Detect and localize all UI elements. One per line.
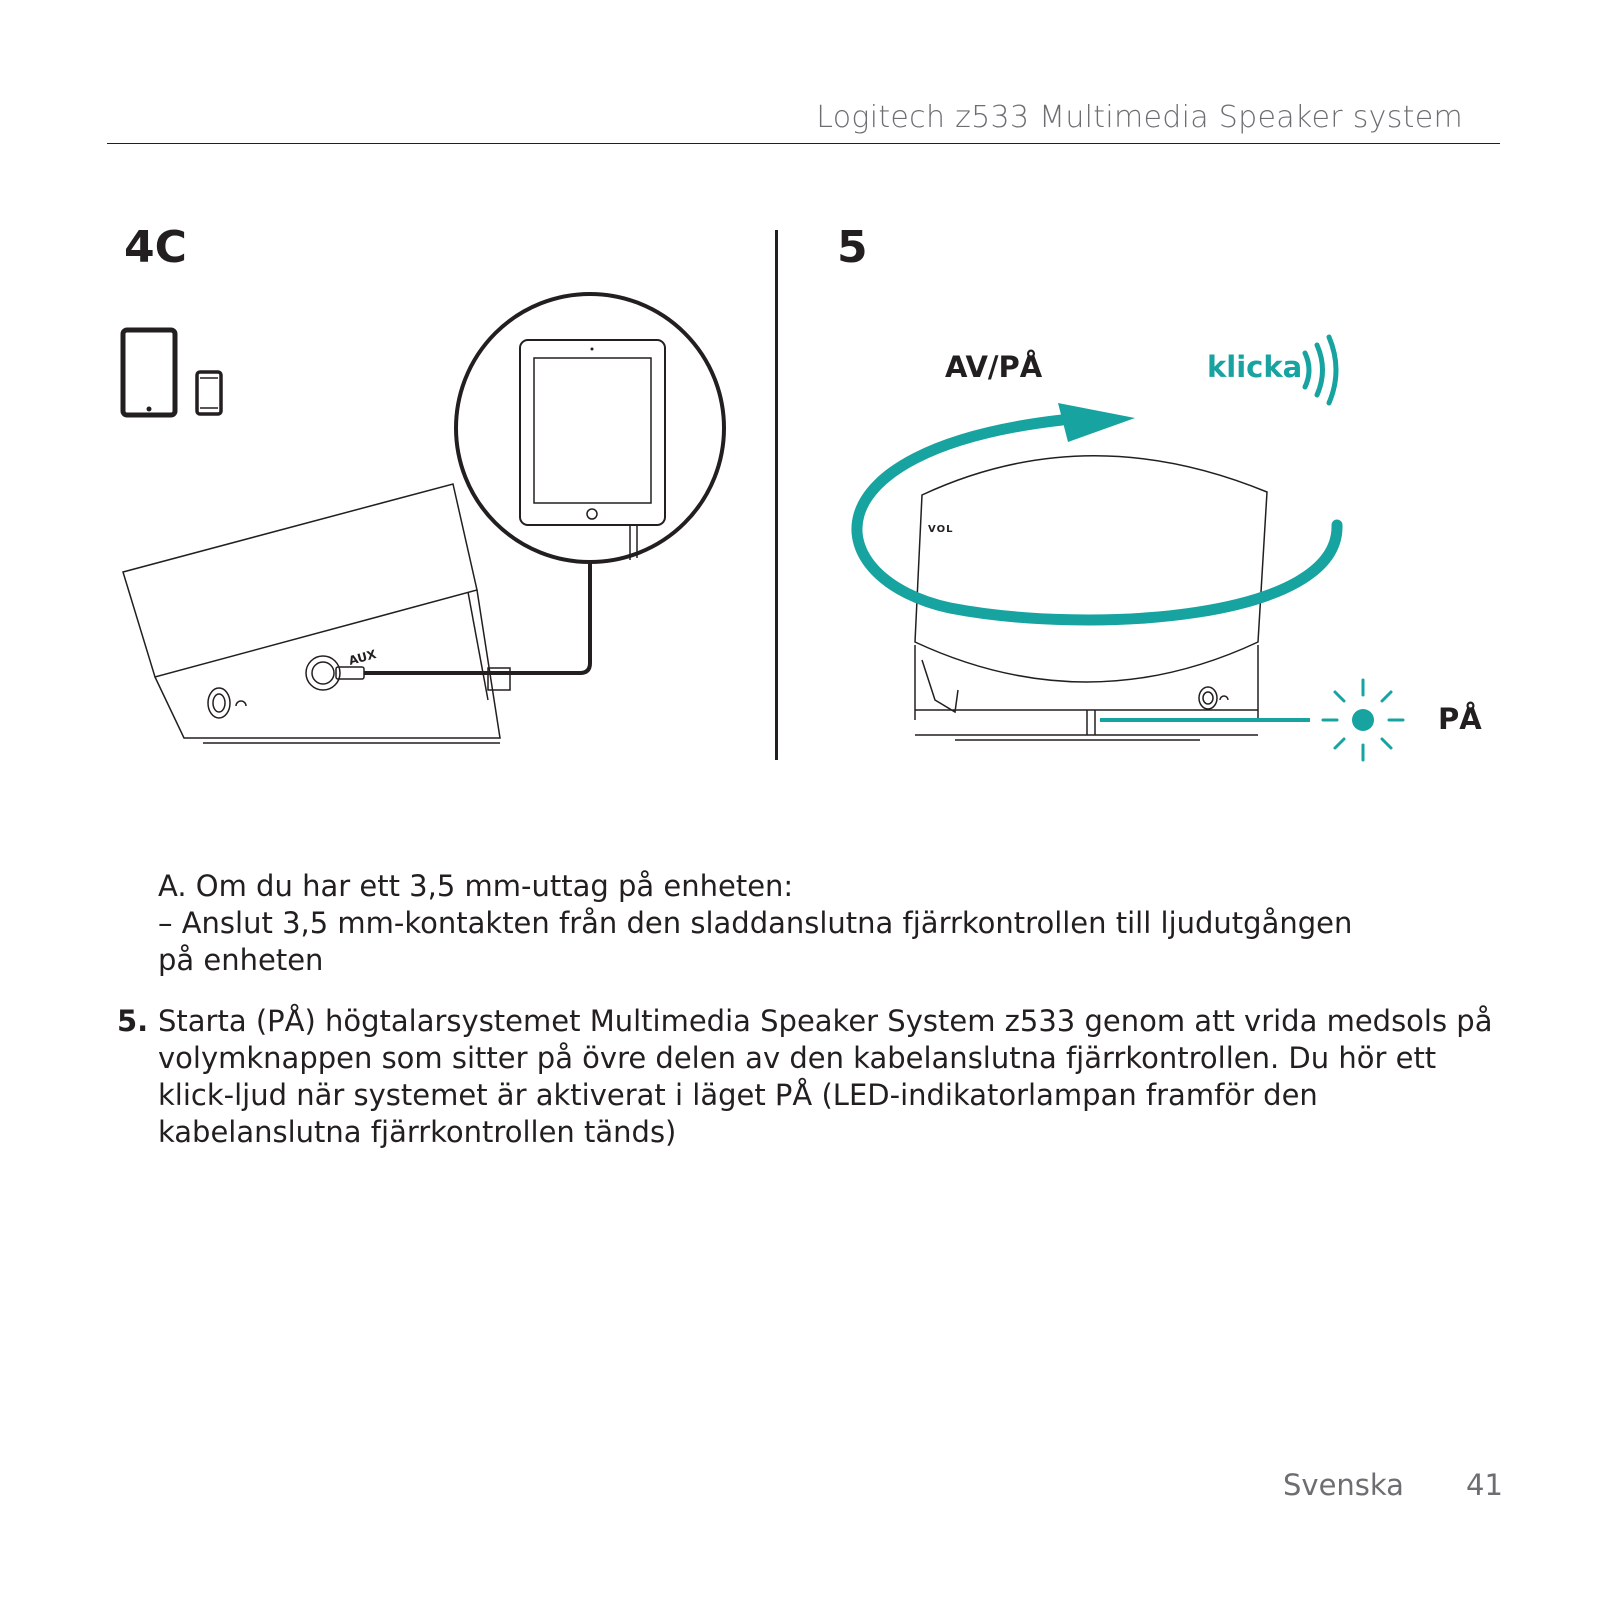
footer-language: Svenska bbox=[1283, 1468, 1404, 1502]
sub-a-line: – Anslut 3,5 mm-kontakten från den sladdanslutna fjärrkontrollen till ljudutgången bbox=[158, 906, 1353, 940]
sound-waves-icon bbox=[1305, 337, 1336, 403]
step-5-number: 5. bbox=[117, 1004, 149, 1038]
sub-step-a bbox=[158, 868, 1458, 979]
rotate-label: AV/PÅ bbox=[945, 350, 1043, 384]
on-label: PÅ bbox=[1438, 702, 1482, 736]
header-title: Logitech z533 Multimedia Speaker system bbox=[816, 100, 1463, 135]
led-light-icon bbox=[1323, 680, 1403, 760]
step-5-label: 5 bbox=[837, 222, 868, 273]
page-number: 41 bbox=[1466, 1468, 1503, 1502]
rotation-arrowhead bbox=[1058, 403, 1135, 442]
knob-label: VOL bbox=[928, 524, 954, 535]
figure-5-illustration bbox=[0, 0, 1600, 780]
click-label: klicka bbox=[1207, 350, 1303, 384]
step-4c-label: 4C bbox=[124, 222, 187, 273]
step-5-text: Starta (PÅ) högtalarsystemet Multimedia Speaker System z533 genom att vrida medsols på volymknappen som sitter på övre delen av den kabelanslutna fjärrkontrollen. Du hör ett klick-ljud när systemet är aktiverat i läget PÅ (LED-indikatorlampan framför den kabelanslutna fjärrkontrollen tänds) bbox=[158, 1004, 1493, 1149]
remote-drawing bbox=[915, 456, 1267, 740]
sub-a-line: A. Om du har ett 3,5 mm-uttag på enheten: bbox=[158, 869, 794, 903]
aux-label: AUX bbox=[347, 647, 378, 668]
sub-a-line: på enheten bbox=[158, 943, 324, 977]
